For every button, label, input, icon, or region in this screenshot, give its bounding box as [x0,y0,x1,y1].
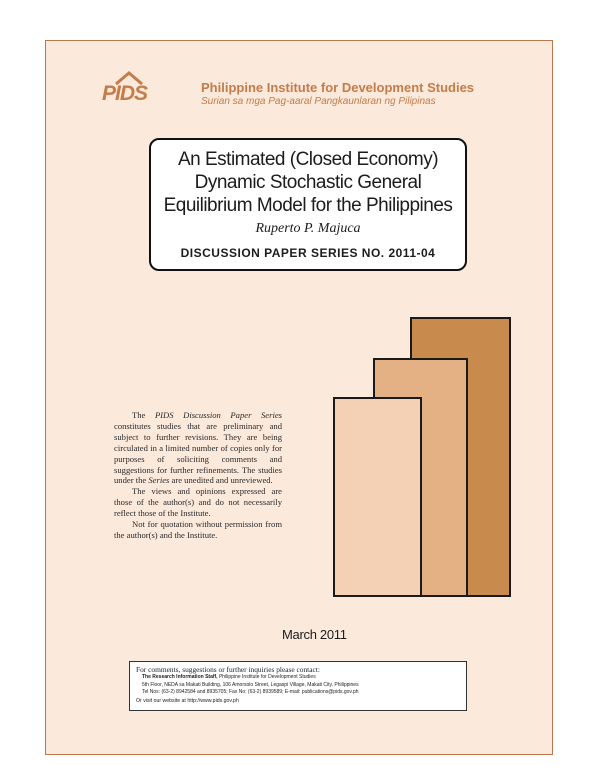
title-line-3: Equilibrium Model for the Philippines [163,195,453,216]
contact-website: Or visit our website at http://www.pids.gov.ph [136,697,239,704]
contact-address: 5th Floor, NEDA sa Makati Building, 106 Amorsolo Street, Legaspi Village, Makati City, Philippines [142,681,359,688]
contact-intro: For comments, suggestions or further inquiries please contact: [136,665,320,674]
roof-icon [114,71,144,85]
decorative-rectangle-front [333,397,422,597]
paper-title [151,148,465,217]
institute-subtitle: Surian sa mga Pag-aaral Pangkaunlaran ng Pilipinas [201,96,436,107]
contact-phones: Tel Nos: (63-2) 8942584 and 8935705; Fax No: (63-2) 8939589; E-mail: publications@pids.gov.ph [142,689,359,695]
institute-name: Philippine Institute for Development Studies [201,80,475,95]
contact-box [129,661,467,711]
pids-logo [102,83,192,105]
author-name: Ruperto P. Majuca [255,221,361,236]
title-box [149,138,467,271]
disclaimer-paragraph-1: The PIDS Discussion Paper Series constitutes studies that are preliminary and subject to further revisions. They are being circulated in a limited number of copies only for purposes of soliciting comments and suggestions for further refinements. The studies under the Series are unedited and unreviewed. [114,410,282,486]
disclaimer-paragraph-3: Not for quotation without permission from the author(s) and the Institute. [114,519,282,540]
contact-staff: The Research Information Staff, Philippine Institute for Development Studies [142,674,316,680]
title-line-2: Dynamic Stochastic General [194,172,422,193]
disclaimer-paragraph-2: The views and opinions expressed are those of the author(s) and do not necessarily reflect those of the Institute. [114,486,282,519]
logo-text: PIDS [102,82,148,105]
series-disclaimer [114,410,282,541]
series-number: DISCUSSION PAPER SERIES NO. 2011-04 [180,246,436,260]
publication-date: March 2011 [282,627,347,642]
title-line-1: An Estimated (Closed Economy) [177,149,439,170]
